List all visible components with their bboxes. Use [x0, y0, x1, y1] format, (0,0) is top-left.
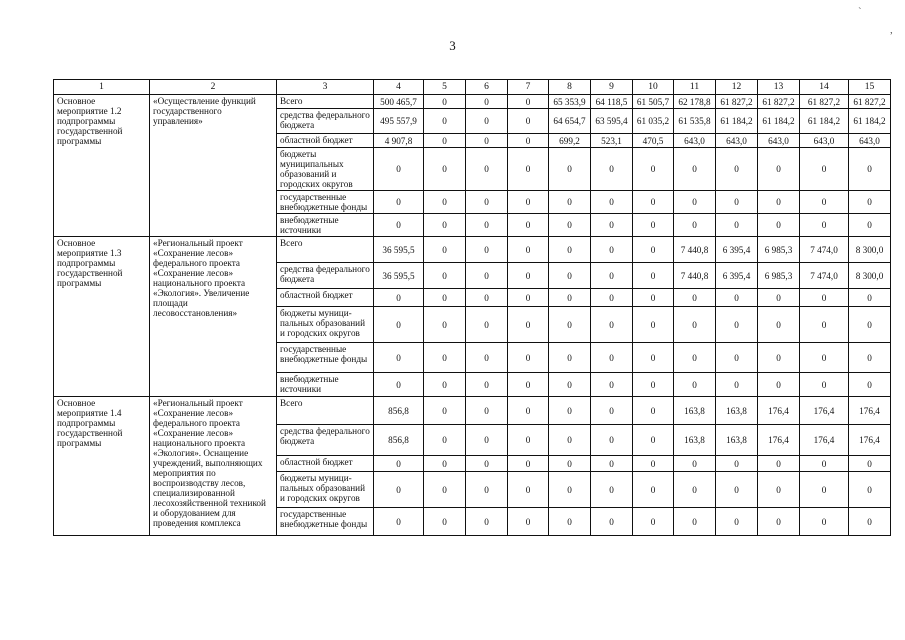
funding-value: 0 [424, 343, 466, 373]
funding-value: 0 [591, 456, 633, 472]
column-number: 8 [549, 80, 591, 95]
funding-source: средства федерального бюджета [277, 425, 374, 456]
funding-value: 0 [633, 191, 674, 214]
funding-value: 0 [466, 472, 508, 508]
funding-value: 0 [849, 148, 891, 191]
funding-value: 64 118,5 [591, 95, 633, 109]
funding-value: 0 [849, 289, 891, 307]
funding-source: областной бюджет [277, 134, 374, 148]
funding-value: 64 654,7 [549, 109, 591, 134]
funding-value: 0 [466, 508, 508, 536]
funding-value: 0 [466, 373, 508, 397]
funding-value: 0 [674, 472, 716, 508]
funding-source: средства федерального бюджета [277, 263, 374, 289]
column-number: 11 [674, 80, 716, 95]
funding-value: 0 [424, 289, 466, 307]
funding-source: бюджеты муници-пальных образований и городских округов [277, 472, 374, 508]
funding-value: 643,0 [849, 134, 891, 148]
funding-value: 8 300,0 [849, 263, 891, 289]
funding-value: 699,2 [549, 134, 591, 148]
funding-value: 65 353,9 [549, 95, 591, 109]
funding-value: 0 [508, 191, 549, 214]
funding-value: 6 985,3 [758, 263, 800, 289]
funding-value: 495 557,9 [374, 109, 424, 134]
funding-value: 0 [508, 472, 549, 508]
funding-value: 0 [716, 191, 758, 214]
funding-value: 0 [508, 263, 549, 289]
funding-value: 0 [466, 109, 508, 134]
funding-value: 0 [758, 191, 800, 214]
funding-value: 0 [374, 373, 424, 397]
funding-value: 0 [849, 472, 891, 508]
funding-value: 0 [633, 373, 674, 397]
funding-value: 0 [424, 214, 466, 237]
funding-value: 0 [374, 214, 424, 237]
funding-value: 0 [508, 289, 549, 307]
funding-value: 62 178,8 [674, 95, 716, 109]
funding-value: 0 [424, 237, 466, 263]
funding-value: 0 [508, 109, 549, 134]
funding-value: 0 [633, 307, 674, 343]
funding-value: 0 [508, 508, 549, 536]
funding-value: 0 [591, 263, 633, 289]
scan-mark: , [890, 24, 893, 36]
funding-value: 0 [800, 214, 849, 237]
funding-value: 0 [508, 148, 549, 191]
funding-source: средства федерального бюджета [277, 109, 374, 134]
funding-value: 0 [549, 148, 591, 191]
funding-source: внебюджетные источники [277, 373, 374, 397]
funding-value: 61 184,2 [716, 109, 758, 134]
funding-value: 0 [374, 307, 424, 343]
funding-value: 0 [508, 343, 549, 373]
funding-value: 0 [508, 95, 549, 109]
funding-value: 176,4 [800, 397, 849, 425]
funding-value: 0 [633, 214, 674, 237]
funding-value: 0 [716, 472, 758, 508]
funding-source: областной бюджет [277, 289, 374, 307]
funding-value: 643,0 [674, 134, 716, 148]
funding-value: 0 [549, 508, 591, 536]
column-number: 1 [54, 80, 150, 95]
funding-value: 0 [758, 456, 800, 472]
funding-value: 0 [466, 343, 508, 373]
funding-value: 7 440,8 [674, 263, 716, 289]
funding-value: 63 595,4 [591, 109, 633, 134]
funding-value: 7 474,0 [800, 237, 849, 263]
funding-value: 0 [374, 343, 424, 373]
funding-value: 0 [466, 237, 508, 263]
funding-value: 0 [633, 456, 674, 472]
funding-value: 0 [591, 191, 633, 214]
funding-value: 500 465,7 [374, 95, 424, 109]
table-row [54, 237, 891, 263]
column-number: 10 [633, 80, 674, 95]
funding-value: 0 [633, 508, 674, 536]
funding-value: 470,5 [633, 134, 674, 148]
funding-value: 0 [849, 343, 891, 373]
event-name: Основное мероприятие 1.3 подпрограммы государственной программы [54, 237, 150, 397]
funding-value: 0 [549, 343, 591, 373]
funding-value: 0 [849, 508, 891, 536]
funding-source: государственные внебюджетные фонды [277, 191, 374, 214]
funding-value: 176,4 [849, 397, 891, 425]
funding-value: 61 827,2 [800, 95, 849, 109]
funding-value: 0 [633, 472, 674, 508]
funding-value: 0 [424, 472, 466, 508]
funding-value: 7 474,0 [800, 263, 849, 289]
funding-value: 0 [424, 134, 466, 148]
funding-value: 61 827,2 [849, 95, 891, 109]
funding-value: 0 [549, 307, 591, 343]
funding-value: 0 [591, 148, 633, 191]
funding-value: 0 [591, 307, 633, 343]
event-name: Основное мероприятие 1.4 подпрограммы государственной программы [54, 397, 150, 536]
funding-value: 0 [758, 373, 800, 397]
funding-value: 61 827,2 [716, 95, 758, 109]
scan-mark: ` [858, 6, 862, 18]
funding-source: Всего [277, 95, 374, 109]
funding-value: 0 [674, 191, 716, 214]
funding-value: 0 [466, 148, 508, 191]
funding-value: 61 184,2 [849, 109, 891, 134]
funding-source: бюджеты муници-пальных образований и городских округов [277, 307, 374, 343]
funding-value: 0 [800, 307, 849, 343]
funding-value: 0 [424, 397, 466, 425]
funding-value: 0 [758, 148, 800, 191]
funding-value: 0 [800, 148, 849, 191]
funding-value: 0 [549, 191, 591, 214]
funding-value: 0 [549, 237, 591, 263]
column-number: 15 [849, 80, 891, 95]
event-description: «Осуществление функций государственного управления» [150, 95, 277, 237]
funding-value: 0 [424, 456, 466, 472]
funding-value: 36 595,5 [374, 263, 424, 289]
funding-value: 0 [508, 425, 549, 456]
column-number: 2 [150, 80, 277, 95]
column-number: 5 [424, 80, 466, 95]
funding-value: 0 [716, 343, 758, 373]
funding-value: 0 [424, 373, 466, 397]
funding-value: 7 440,8 [674, 237, 716, 263]
funding-value: 0 [633, 263, 674, 289]
funding-value: 0 [466, 456, 508, 472]
funding-source: внебюджетные источники [277, 214, 374, 237]
funding-value: 0 [466, 307, 508, 343]
funding-value: 0 [800, 456, 849, 472]
funding-value: 0 [424, 307, 466, 343]
funding-value: 0 [716, 214, 758, 237]
table-row [54, 397, 891, 425]
funding-value: 0 [374, 191, 424, 214]
funding-value: 0 [849, 456, 891, 472]
event-description: «Региональный проект «Сохранение лесов» федерального проекта «Сохранение лесов» национального проекта «Экология». Оснащение учреждений, выполняющих мероприятия по воспроизводству лесов, специализированной лесохозяйственной техникой и оборудованием для проведения комплекса [150, 397, 277, 536]
funding-value: 0 [466, 191, 508, 214]
funding-value: 643,0 [758, 134, 800, 148]
funding-table [53, 79, 891, 536]
funding-value: 0 [591, 373, 633, 397]
funding-value: 0 [549, 373, 591, 397]
funding-value: 6 395,4 [716, 263, 758, 289]
column-number: 7 [508, 80, 549, 95]
funding-value: 0 [374, 456, 424, 472]
funding-value: 0 [674, 456, 716, 472]
funding-value: 0 [591, 425, 633, 456]
funding-value: 0 [549, 397, 591, 425]
event-description: «Региональный проект «Сохранение лесов» федерального проекта «Сохранение лесов» национального проекта «Экология». Увеличение площади лесовосстановления» [150, 237, 277, 397]
funding-value: 0 [849, 307, 891, 343]
funding-value: 163,8 [674, 397, 716, 425]
table-header-row [54, 80, 891, 95]
funding-value: 0 [849, 373, 891, 397]
funding-value: 0 [633, 237, 674, 263]
funding-value: 0 [633, 148, 674, 191]
funding-value: 6 395,4 [716, 237, 758, 263]
funding-value: 176,4 [849, 425, 891, 456]
funding-value: 0 [674, 289, 716, 307]
funding-value: 0 [674, 214, 716, 237]
funding-value: 176,4 [758, 397, 800, 425]
funding-value: 176,4 [758, 425, 800, 456]
funding-value: 0 [549, 472, 591, 508]
funding-value: 0 [424, 508, 466, 536]
funding-value: 0 [674, 148, 716, 191]
funding-value: 0 [674, 307, 716, 343]
funding-value: 856,8 [374, 397, 424, 425]
funding-source: Всего [277, 237, 374, 263]
column-number: 13 [758, 80, 800, 95]
event-name: Основное мероприятие 1.2 подпрограммы государственной программы [54, 95, 150, 237]
funding-value: 0 [424, 148, 466, 191]
funding-value: 0 [800, 373, 849, 397]
column-number: 12 [716, 80, 758, 95]
funding-value: 0 [549, 214, 591, 237]
funding-value: 163,8 [716, 397, 758, 425]
funding-value: 0 [716, 456, 758, 472]
funding-value: 61 035,2 [633, 109, 674, 134]
funding-value: 0 [508, 397, 549, 425]
column-number: 9 [591, 80, 633, 95]
funding-value: 0 [758, 508, 800, 536]
funding-value: 0 [800, 472, 849, 508]
funding-value: 0 [508, 214, 549, 237]
funding-value: 0 [633, 289, 674, 307]
funding-value: 0 [508, 307, 549, 343]
column-number: 4 [374, 80, 424, 95]
funding-value: 0 [424, 425, 466, 456]
funding-value: 163,8 [716, 425, 758, 456]
funding-value: 61 184,2 [800, 109, 849, 134]
funding-value: 856,8 [374, 425, 424, 456]
funding-value: 0 [424, 95, 466, 109]
funding-source: бюджеты муниципальных образований и городских округов [277, 148, 374, 191]
funding-value: 36 595,5 [374, 237, 424, 263]
funding-value: 643,0 [716, 134, 758, 148]
funding-value: 0 [800, 191, 849, 214]
funding-value: 0 [758, 472, 800, 508]
funding-value: 0 [674, 508, 716, 536]
funding-value: 0 [508, 373, 549, 397]
funding-value: 643,0 [800, 134, 849, 148]
funding-value: 0 [849, 191, 891, 214]
funding-value: 0 [466, 263, 508, 289]
funding-value: 0 [716, 508, 758, 536]
funding-value: 0 [508, 134, 549, 148]
funding-value: 0 [716, 373, 758, 397]
funding-value: 0 [374, 508, 424, 536]
funding-value: 0 [674, 343, 716, 373]
column-number: 6 [466, 80, 508, 95]
funding-value: 0 [374, 148, 424, 191]
funding-value: 0 [716, 148, 758, 191]
funding-value: 0 [800, 343, 849, 373]
column-number: 14 [800, 80, 849, 95]
funding-value: 0 [591, 289, 633, 307]
funding-value: 0 [716, 307, 758, 343]
funding-value: 523,1 [591, 134, 633, 148]
funding-value: 0 [758, 214, 800, 237]
funding-value: 176,4 [800, 425, 849, 456]
funding-value: 0 [424, 109, 466, 134]
funding-value: 0 [549, 425, 591, 456]
funding-value: 0 [374, 472, 424, 508]
funding-value: 0 [633, 343, 674, 373]
funding-value: 163,8 [674, 425, 716, 456]
funding-source: Всего [277, 397, 374, 425]
funding-value: 0 [716, 289, 758, 307]
funding-source: государственные внебюджетные фонды [277, 343, 374, 373]
funding-value: 0 [466, 95, 508, 109]
funding-value: 0 [758, 343, 800, 373]
funding-value: 0 [466, 134, 508, 148]
funding-value: 0 [591, 343, 633, 373]
funding-value: 0 [374, 289, 424, 307]
funding-value: 0 [591, 237, 633, 263]
funding-value: 0 [466, 425, 508, 456]
funding-value: 0 [466, 397, 508, 425]
funding-value: 0 [508, 237, 549, 263]
funding-value: 0 [849, 214, 891, 237]
funding-source: областной бюджет [277, 456, 374, 472]
funding-value: 61 505,7 [633, 95, 674, 109]
funding-value: 0 [424, 263, 466, 289]
funding-value: 0 [549, 289, 591, 307]
funding-value: 0 [591, 472, 633, 508]
column-number: 3 [277, 80, 374, 95]
funding-value: 0 [591, 397, 633, 425]
page-number: 3 [449, 38, 456, 53]
table-row [54, 95, 891, 109]
funding-value: 0 [633, 425, 674, 456]
funding-value: 0 [466, 289, 508, 307]
funding-value: 0 [508, 456, 549, 472]
funding-value: 61 827,2 [758, 95, 800, 109]
funding-value: 0 [591, 214, 633, 237]
funding-value: 0 [800, 289, 849, 307]
funding-value: 8 300,0 [849, 237, 891, 263]
funding-value: 0 [549, 456, 591, 472]
funding-value: 6 985,3 [758, 237, 800, 263]
funding-value: 61 535,8 [674, 109, 716, 134]
funding-value: 0 [549, 263, 591, 289]
funding-value: 0 [466, 214, 508, 237]
funding-value: 0 [591, 508, 633, 536]
funding-value: 0 [633, 397, 674, 425]
funding-value: 0 [758, 289, 800, 307]
funding-value: 0 [674, 373, 716, 397]
funding-value: 61 184,2 [758, 109, 800, 134]
funding-value: 0 [424, 191, 466, 214]
funding-value: 0 [800, 508, 849, 536]
funding-source: государственные внебюджетные фонды [277, 508, 374, 536]
funding-value: 0 [758, 307, 800, 343]
funding-value: 4 907,8 [374, 134, 424, 148]
